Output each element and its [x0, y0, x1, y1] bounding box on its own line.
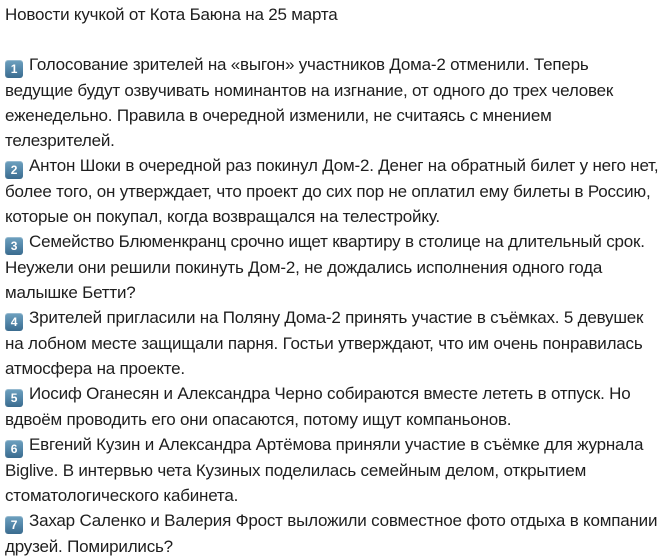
news-item-text: Евгений Кузин и Александра Артёмова приняли участие в съёмке для журнала Biglive. В интервью чета Кузиных поделилась семейным делом, открытием стоматологического кабинета.: [5, 435, 644, 505]
news-list: [5, 52, 660, 559]
news-item-text: Семейство Блюменкранц срочно ищет квартиру в столице на длительный срок. Неужели они решили покинуть Дом-2, не дождались исполнения одного года малышке Бетти?: [5, 232, 645, 302]
news-item-number-badge: 3: [5, 237, 23, 255]
news-item-number-badge: 7: [5, 516, 23, 534]
news-item: [5, 153, 660, 229]
news-item: [5, 432, 660, 508]
news-item-text: Зрителей пригласили на Поляну Дома-2 принять участие в съёмках. 5 девушек на лобном месте защищали парня. Гостьи утверждают, что им очень понравилась атмосфера на проекте.: [5, 308, 644, 378]
news-item: [5, 52, 660, 153]
news-item-number-badge: 5: [5, 389, 23, 407]
news-item: [5, 305, 660, 381]
news-item: [5, 508, 660, 559]
page-title: Новости кучкой от Кота Баюна на 25 марта: [5, 5, 338, 24]
news-item: [5, 381, 660, 432]
news-item-text: Голосование зрителей на «выгон» участников Дома-2 отменили. Теперь ведущие будут озвучивать номинантов на изгнание, от одного до трех человек еженедельно. Правила в очередной изменили, не считаясь с мнением телезрителей.: [5, 55, 614, 150]
news-item-number-badge: 2: [5, 161, 23, 179]
news-item-text: Антон Шоки в очередной раз покинул Дом-2. Денег на обратный билет у него нет, более того, он утверждает, что проект до сих пор не оплатил ему билеты в Россию, которые он покупал, когда возвращался на телестройку.: [5, 156, 659, 226]
news-item-number-badge: 1: [5, 60, 23, 78]
news-item: [5, 229, 660, 305]
news-item-text: Иосиф Оганесян и Александра Черно собираются вместе лететь в отпуск. Но вдвоём проводить его они опасаются, потому ищут компаньонов.: [5, 384, 631, 429]
news-item-number-badge: 4: [5, 313, 23, 331]
news-item-number-badge: 6: [5, 440, 23, 458]
news-item-text: Захар Саленко и Валерия Фрост выложили совместное фото отдыха в компании друзей. Помирились?: [5, 511, 658, 556]
